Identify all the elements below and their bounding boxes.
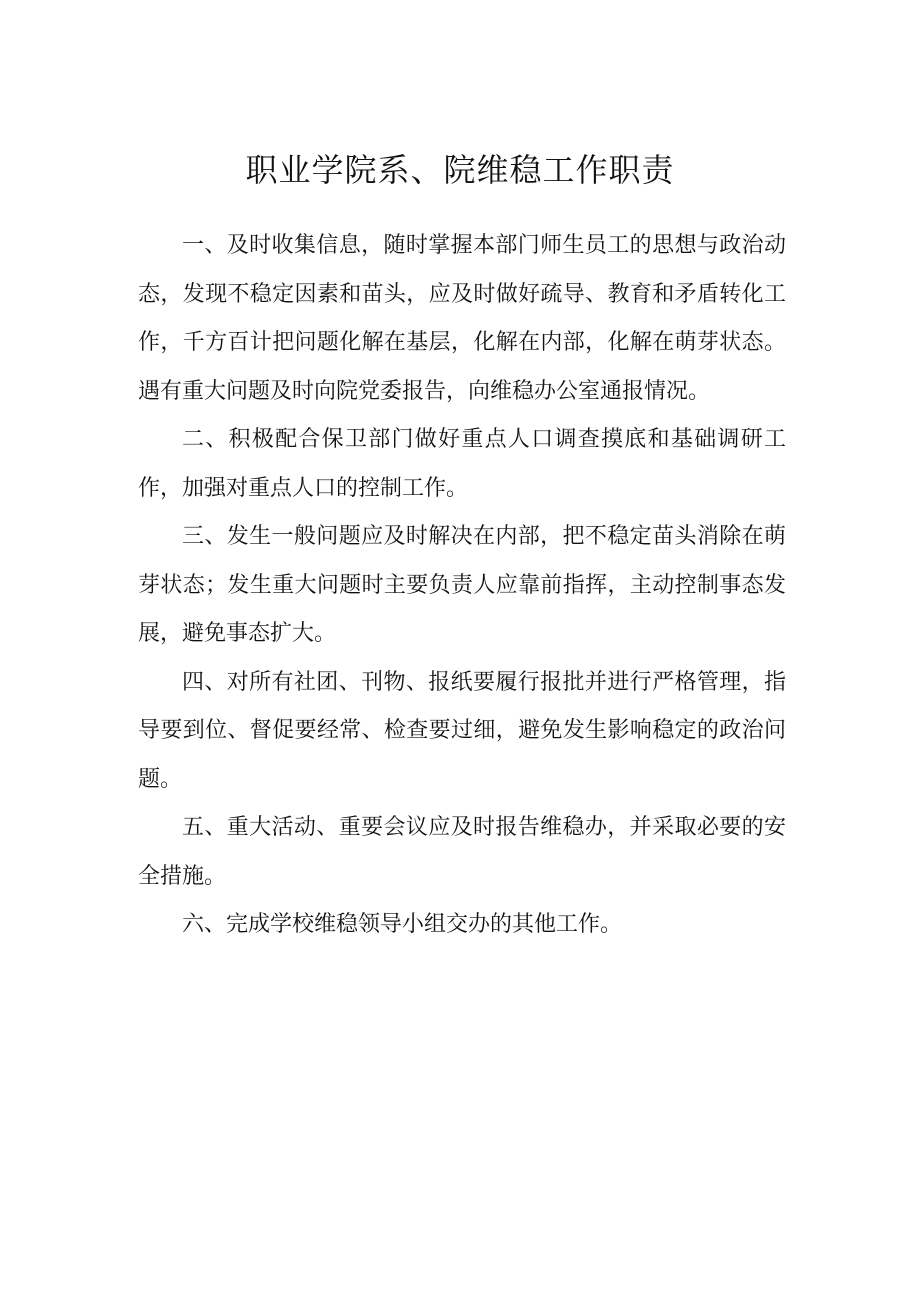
paragraph-5: 五、重大活动、重要会议应及时报告维稳办，并采取必要的安全措施。 — [138, 815, 786, 889]
paragraph-6: 六、完成学校维稳领导小组交办的其他工作。 — [182, 912, 623, 937]
document-title: 职业学院系、院维稳工作职责 — [245, 151, 675, 189]
paragraph-2: 二、积极配合保卫部门做好重点人口调查摸底和基础调研工作，加强对重点人口的控制工作。 — [138, 427, 786, 501]
document-body — [138, 222, 786, 950]
paragraph-3: 三、发生一般问题应及时解决在内部，把不稳定苗头消除在萌芽状态；发生重大问题时主要负责人应靠前指挥，主动控制事态发展，避免事态扩大。 — [138, 524, 786, 646]
paragraph-4: 四、对所有社团、刊物、报纸要履行报批并进行严格管理，指导要到位、督促要经常、检查要过细，避免发生影响稳定的政治问题。 — [138, 669, 786, 792]
paragraph-1: 一、及时收集信息，随时掌握本部门师生员工的思想与政治动态，发现不稳定因素和苗头，应及时做好疏导、教育和矛盾转化工作，千方百计把问题化解在基层，化解在内部，化解在萌芽状态。遇有重大问题及时向院党委报告，向维稳办公室通报情况。 — [138, 233, 786, 404]
